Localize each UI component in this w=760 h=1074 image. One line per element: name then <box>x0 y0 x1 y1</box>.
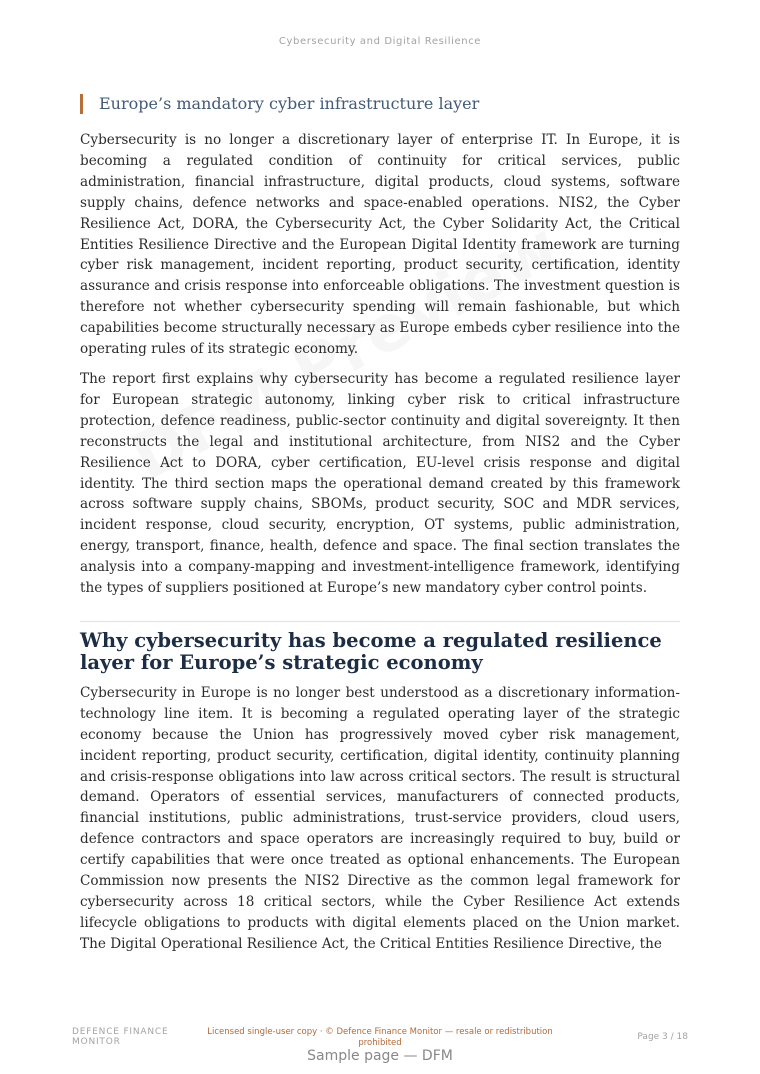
intro-heading: Europe’s mandatory cyber infrastructure layer <box>80 94 680 114</box>
section-divider <box>80 621 680 622</box>
running-header-title: Cybersecurity and Digital Resilience <box>278 36 482 47</box>
footer-page-number: Page 3 / 18 <box>637 1032 688 1042</box>
intro-paragraph-2: The report first explains why cybersecurity has become a regulated resilience layer for European strategic autonomy, linking cyber risk to critical infrastructure protection, defence readiness, public-sector continuity and digital sovereignty. It then reconstructs the legal and institutional architecture, from NIS2 and the Cyber Resilience Act to DORA, cyber certification, EU-level crisis response and digital identity. The third section maps the operational demand created by this framework across software supply chains, SBOMs, product security, SOC and MDR services, incident response, cloud security, encryption, OT systems, public administration, energy, transport, finance, health, defence and space. The final section translates the analysis into a company-mapping and investment-intelligence framework, identifying the types of suppliers positioned at Europe’s new mandatory cyber control points. <box>80 370 680 597</box>
intro-paragraph-1: Cybersecurity is no longer a discretionary layer of enterprise IT. In Europe, it is becoming a regulated condition of continuity for critical services, public administration, financial infrastructure, digital products, cloud systems, software supply chains, defence networks and space-enabled operations. NIS2, the Cyber Resilience Act, DORA, the Cybersecurity Act, the Cyber Solidarity Act, the Critical Entities Resilience Directive and the European Digital Identity framework are turning cyber risk management, incident reporting, product security, certification, identity assurance and crisis response into enforceable obligations. The investment question is therefore not whether cybersecurity spending will remain fashionable, but which capabilities become structurally necessary as Europe embeds cyber resilience into the operating rules of its strategic economy. <box>80 132 680 358</box>
footer-license-notice: Licensed single-user copy · © Defence Finance Monitor — resale or redistribution prohibited <box>207 1027 553 1048</box>
sample-page-label: Sample page — DFM <box>307 1048 453 1064</box>
footer-publisher: DEFENCE FINANCE MONITOR <box>72 1027 169 1047</box>
section-title: Why cybersecurity has become a regulated resilience layer for Europe’s strategic economy <box>80 628 662 675</box>
section-paragraph: Cybersecurity in Europe is no longer best understood as a discretionary information-technology line item. It is becoming a regulated operating layer of the strategic economy because the Union has progressively moved cyber risk management, incident reporting, product security, certification, digital identity, continuity planning and crisis-response obligations into law across critical sectors. The result is structural demand. Operators of essential services, manufacturers of connected products, financial institutions, public administrations, trust-service providers, cloud users, defence contractors and space operators are increasingly required to buy, build or certify capabilities that were once treated as optional enhancements. The European Commission now presents the NIS2 Directive as the common legal framework for cybersecurity across 18 critical sectors, while the Cyber Resilience Act extends lifecycle obligations to products with digital elements placed on the Union market. The Digital Operational Resilience Act, the Critical Entities Resilience Directive, the <box>80 684 680 952</box>
page-body <box>80 94 680 964</box>
